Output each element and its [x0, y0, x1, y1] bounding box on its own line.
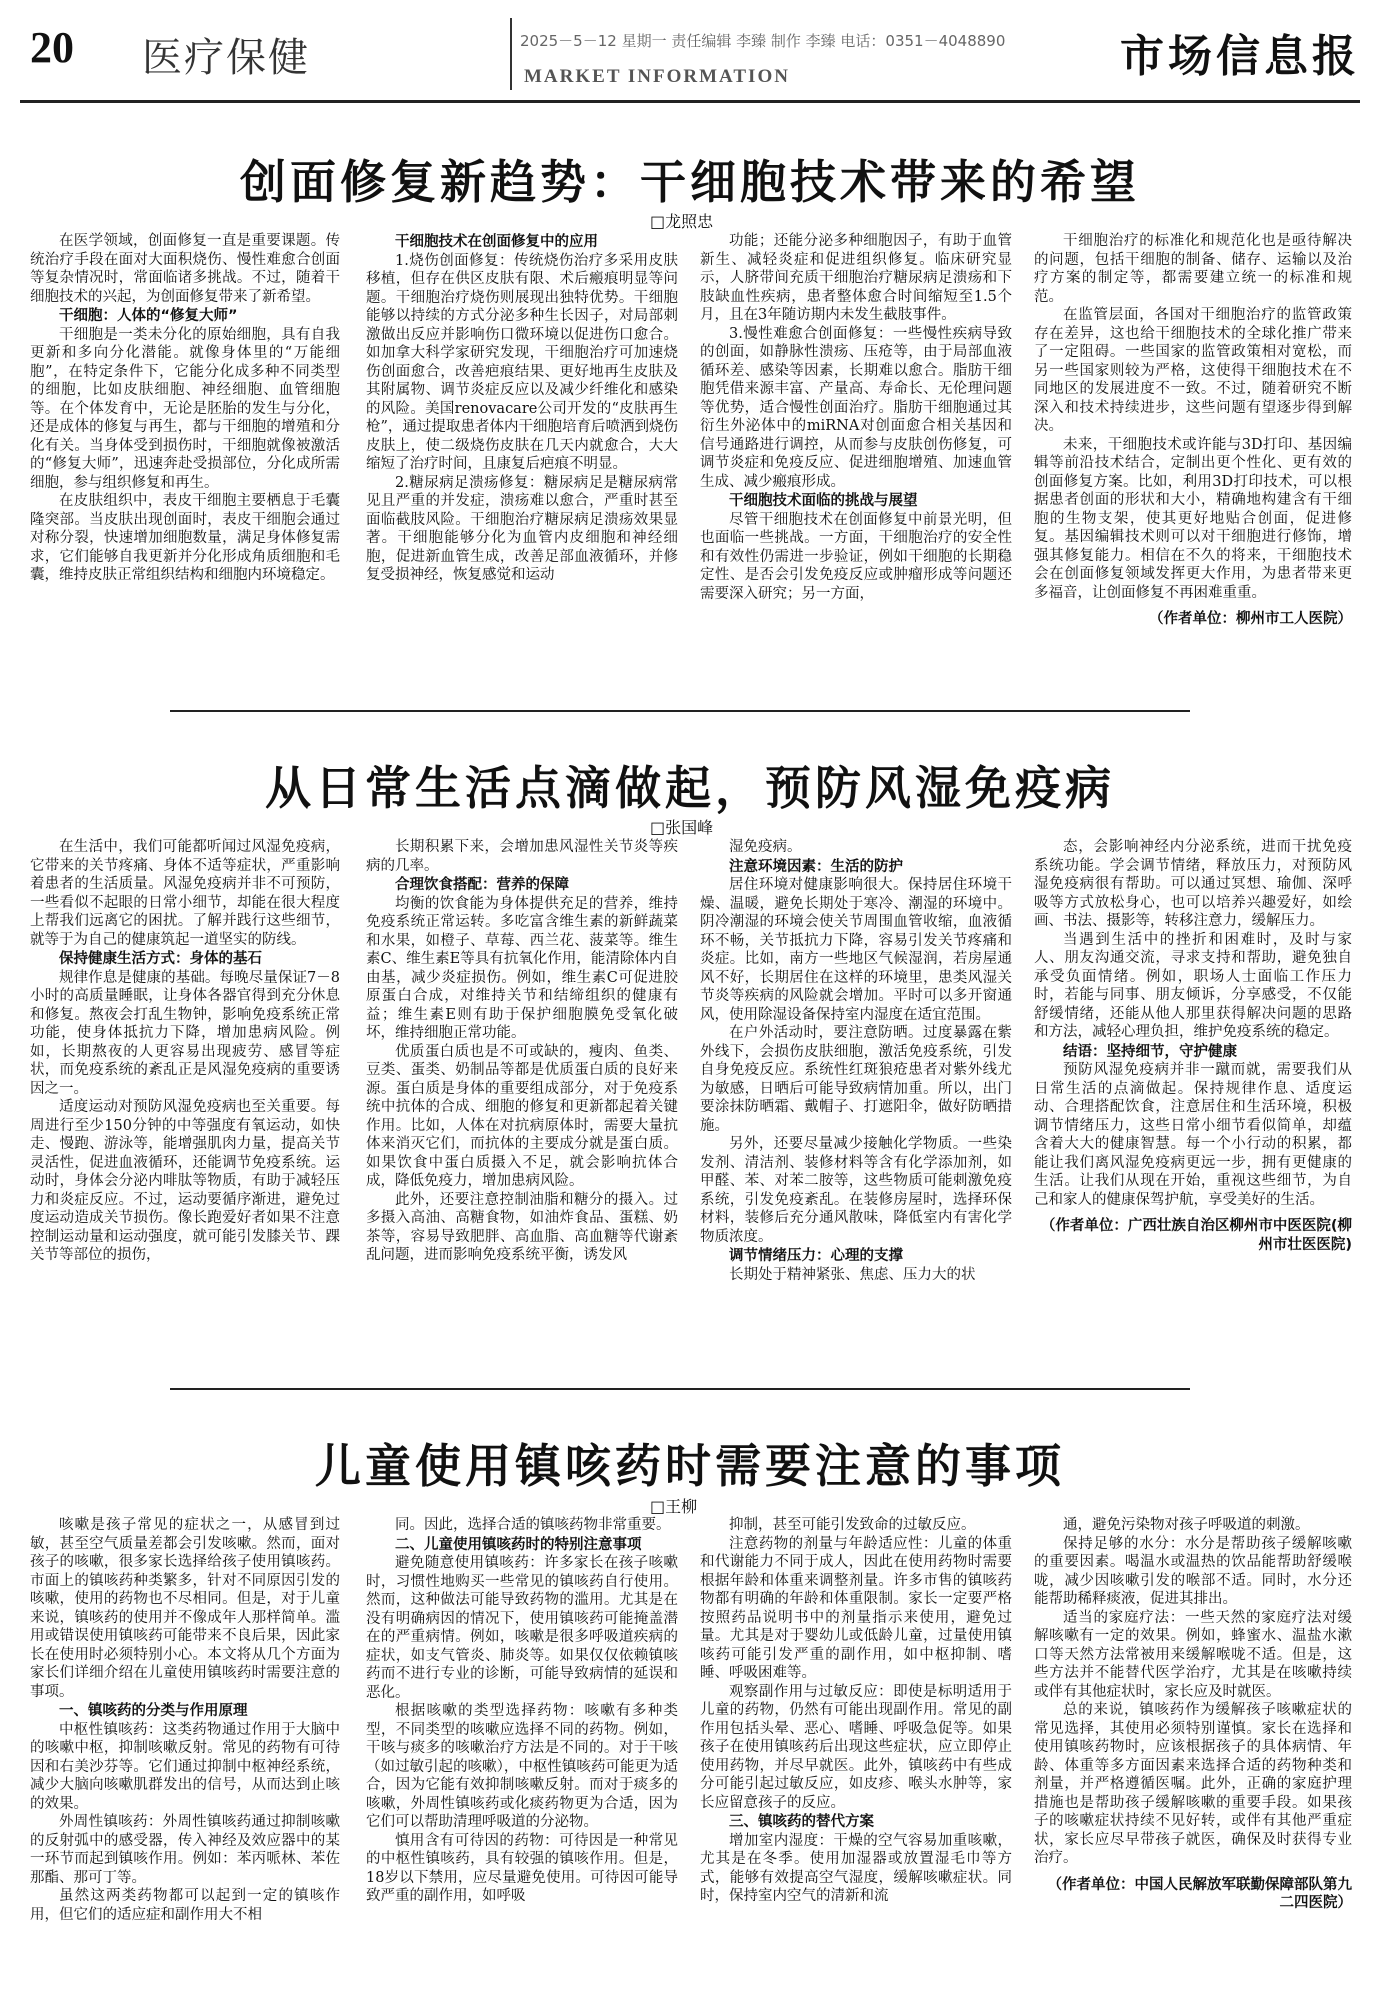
paragraph: 另外，还要尽量减少接触化学物质。一些染发剂、清洁剂、装修材料等含有化学添加剂，如甲醛、苯、对苯二胺等，这些物质可能刺激免疫系统，引发免疫紊乱。在装修房屋时，选择环保材料，装修后充分通风散味，降低室内有害化学物质浓度。: [700, 1136, 1012, 1245]
paragraph: 干细胞是一类未分化的原始细胞，具有自我更新和多向分化潜能。就像身体里的“万能细胞”，在特定条件下，它能分化成多种不同类型的细胞，比如皮肤细胞、神经细胞、血管细胞等。在个体发育中，无论是胚胎的发生与分化，还是成体的修复与再生，都与干细胞的增殖和分化有关。当身体受到损伤时，干细胞就像被激活的“修复大师”，迅速奔赴受损部位，分化成所需细胞，参与组织修复和再生。: [30, 326, 340, 491]
paragraph: 避免随意使用镇咳药：许多家长在孩子咳嗽时，习惯性地购买一些常见的镇咳药自行使用。然而，这种做法可能导致药物的滥用。尤其是在没有明确病因的情况下，使用镇咳药可能掩盖潜在的严重病情。例如，咳嗽是很多呼吸道疾病的症状，如支气管炎、肺炎等。如果仅仅依赖镇咳药而不进行专业的诊断，可能导致病情的延误和恶化。: [366, 1555, 678, 1701]
paragraph: 适度运动对预防风湿免疫病也至关重要。每周进行至少150分钟的中等强度有氧运动，如快走、慢跑、游泳等，能增强肌肉力量，提高关节灵活性，促进血液循环，还能调节免疫系统。运动时，身体会分泌内啡肽等物质，有助于减轻压力和炎症反应。不过，运动要循序渐进，避免过度运动造成关节损伤。像长跑爱好者如果不注意控制运动量和运动强度，就可能引发膝关节、踝关节等部位的损伤，: [30, 1099, 340, 1263]
paragraph: 在生活中，我们可能都听闻过风湿免疫病，它带来的关节疼痛、身体不适等症状，严重影响着患者的生活质量。风湿免疫病并非不可预防，一些看似不起眼的日常小细节，却能在很大程度上帮我们远离它的困扰。了解并践行这些细节，就等于为自己的健康筑起一道坚实的防线。: [30, 839, 340, 948]
paragraph: 同。因此，选择合适的镇咳药物非常重要。: [395, 1517, 671, 1533]
paragraph: 保持足够的水分：水分是帮助孩子缓解咳嗽的重要因素。喝温水或温热的饮品能帮助舒缓喉咙，减少因咳嗽引发的喉部不适。同时，水分还能帮助稀释痰液，促进其排出。: [1034, 1535, 1352, 1607]
subheading: 三、镇咳药的替代方案: [729, 1814, 874, 1830]
article-2-column-1: [30, 838, 340, 1358]
paragraph: 抑制，甚至可能引发致命的过敏反应。: [729, 1517, 976, 1533]
article-2-byline: □张国峰: [650, 818, 714, 837]
paragraph: 态，会影响神经内分泌系统，进而干扰免疫系统功能。学会调节情绪，释放压力，对预防风湿免疫病很有帮助。可以通过冥想、瑜伽、深呼吸等方式放松身心，也可以培养兴趣爱好，如绘画、书法、摄影等，转移注意力，缓解压力。: [1034, 839, 1352, 929]
paragraph: 未来，干细胞技术或许能与3D打印、基因编辑等前沿技术结合，定制出更个性化、更有效的创面修复方案。比如，利用3D打印技术，可以根据患者创面的形状和大小，精确地构建含有干细胞的生物支架，使其更好地贴合创面，促进修复。基因编辑技术则可以对干细胞进行修饰，增强其修复能力。相信在不久的将来，干细胞技术会在创面修复领域发挥更大作用，为患者带来更多福音，让创面修复不再困难重重。: [1034, 436, 1352, 601]
paragraph: 在皮肤组织中，表皮干细胞主要栖息于毛囊隆突部。当皮肤出现创面时，表皮干细胞会通过对称分裂，快速增加细胞数量，满足身体修复需求，它们能够自我更新并分化形成角质细胞和毛囊，维持皮肤正常组织结构和细胞内环境稳定。: [30, 493, 340, 583]
author-note: （作者单位：柳州市工人医院）: [1149, 611, 1352, 627]
paragraph: 外周性镇咳药：外周性镇咳药通过抑制咳嗽的反射弧中的感受器，传入神经及效应器中的某一环节而起到镇咳作用。例如：苯丙哌林、苯佐那酯、那可丁等。: [30, 1814, 340, 1886]
paragraph: 均衡的饮食能为身体提供充足的营养，维持免疫系统正常运转。多吃富含维生素的新鲜蔬菜和水果，如橙子、草莓、西兰花、菠菜等。维生素C、维生素E等具有抗氧化作用，能清除体内自由基，减少炎症损伤。例如，维生素C可促进胶原蛋白合成，对维持关节和结缔组织的健康有益；维生素E则有助于保护细胞膜免受氧化破坏，维持细胞正常功能。: [366, 895, 678, 1041]
article-1-title: 创面修复新趋势：干细胞技术带来的希望: [240, 155, 1140, 209]
paragraph: 通，避免污染物对孩子呼吸道的刺激。: [1063, 1517, 1310, 1533]
article-2-column-2: [366, 838, 678, 1358]
subheading: 调节情绪压力：心理的支撑: [729, 1248, 903, 1264]
subheading: 干细胞技术在创面修复中的应用: [395, 234, 598, 250]
article-2-column-4: [1034, 838, 1352, 1358]
article-3-column-2: [366, 1516, 678, 1990]
author-note: （作者单位：广西壮族自治区柳州市中医医院(柳州市壮医医院): [1040, 1218, 1352, 1253]
divider-2: [170, 1388, 1190, 1390]
subheading: 保持健康生活方式：身体的基石: [59, 951, 262, 967]
paragraph: 居住环境对健康影响很大。保持居住环境干燥、温暖，避免长期处于寒冷、潮湿的环境中。阴冷潮湿的环境会使关节周围血管收缩，血液循环不畅，关节抵抗力下降，容易引发关节疼痛和炎症。比如，南方一些地区气候湿润，若房屋通风不好，长期居住在这样的环境里，患类风湿关节炎等疾病的风险就会增加。平时可以多开窗通风，使用除湿设备保持室内湿度在适宜范围。: [700, 877, 1012, 1023]
paragraph: 长期处于精神紧张、焦虑、压力大的状: [729, 1266, 976, 1283]
masthead: [20, 16, 1360, 98]
subheading: 干细胞：人体的“修复大师”: [59, 308, 238, 324]
masthead-rule: [20, 100, 1360, 103]
paragraph: 虽然这两类药物都可以起到一定的镇咳作用，但它们的适应症和副作用大不相: [30, 1888, 340, 1923]
article-3-title: 儿童使用镇咳药时需要注意的事项: [315, 1439, 1065, 1493]
paragraph: 预防风湿免疫病并非一蹴而就，需要我们从日常生活的点滴做起。保持规律作息、适度运动、合理搭配饮食，注意居住和生活环境，积极调节情绪压力，这些日常小细节看似简单，却蕴含着大大的健康智慧。每一个小行动的积累，都能让我们离风湿免疫病更远一步，拥有更健康的生活。让我们从现在开始，重视这些细节，为自己和家人的健康保驾护航，享受美好的生活。: [1034, 1062, 1352, 1208]
newspaper-logo: 市场信息报: [1120, 31, 1360, 82]
article-3-column-1: [30, 1516, 340, 1990]
masthead-divider: [510, 18, 512, 90]
paragraph: 增加室内湿度：干燥的空气容易加重咳嗽，尤其是在冬季。使用加湿器或放置湿毛巾等方式，能够有效提高空气湿度，缓解咳嗽症状。同时，保持室内空气的清新和流: [700, 1832, 1012, 1904]
article-1-column-3: [700, 232, 1012, 682]
paragraph: 在户外活动时，要注意防晒。过度暴露在紫外线下，会损伤皮肤细胞，激活免疫系统，引发自身免疫反应。系统性红斑狼疮患者对紫外线尤为敏感，日晒后可能导致病情加重。所以，出门要涂抹防晒霜、戴帽子、打遮阳伞，做好防晒措施。: [700, 1025, 1012, 1134]
article-3-column-4: [1034, 1516, 1352, 1990]
paragraph: 适当的家庭疗法：一些天然的家庭疗法对缓解咳嗽有一定的效果。例如，蜂蜜水、温盐水漱口等天然方法常被用来缓解喉咙不适。但是，这些方法并不能替代医学治疗，尤其是在咳嗽持续或伴有其他症状时，家长应及时就医。: [1034, 1609, 1352, 1700]
article-1-byline: □龙照忠: [650, 212, 714, 231]
author-note: （作者单位：中国人民解放军联勤保障部队第九二四医院）: [1047, 1876, 1352, 1911]
divider-1: [170, 710, 1190, 712]
article-1-column-4: [1034, 232, 1352, 682]
paragraph: 长期积累下来，会增加患风湿性关节炎等疾病的几率。: [366, 839, 678, 874]
article-3-column-3: [700, 1516, 1012, 1990]
paragraph: 当遇到生活中的挫折和困难时，及时与家人、朋友沟通交流，寻求支持和帮助，避免独自承受负面情绪。例如，职场人士面临工作压力时，若能与同事、朋友倾诉，分享感受，不仅能舒缓情绪，还能从他人那里获得解决问题的思路和方法，减轻心理负担，维护免疫系统的稳定。: [1034, 931, 1352, 1040]
paragraph: 2.糖尿病足溃疡修复：糖尿病足是糖尿病常见且严重的并发症，溃疡难以愈合，严重时甚至面临截肢风险。干细胞治疗糖尿病足溃疡效果显著。干细胞能够分化为血管内皮细胞和神经细胞，促进新血管生成，改善足部血液循环，并修复受损神经，恢复感觉和运动: [366, 474, 678, 583]
subheading: 结语：坚持细节，守护健康: [1063, 1043, 1237, 1060]
article-3-byline: □王柳: [650, 1497, 698, 1516]
paragraph: 3.慢性难愈合创面修复：一些慢性疾病导致的创面，如静脉性溃疡、压疮等，由于局部血液循环差、感染等因素，长期难以愈合。脂肪干细胞凭借来源丰富、产量高、寿命长、无伦理问题等优势，适合慢性创面治疗。脂肪干细胞通过其衍生外泌体中的miRNA对创面愈合相关基因和信号通路进行调控，从而参与皮肤创伤修复，可调节炎症和免疫反应、促进细胞增殖、加速血管生成、减少瘢痕形成。: [700, 325, 1012, 490]
article-1-column-2: [366, 232, 678, 682]
paragraph: 中枢性镇咳药：这类药物通过作用于大脑中的咳嗽中枢，抑制咳嗽反射。常见的药物有可待因和右美沙芬等。它们通过抑制中枢神经系统，减少大脑向咳嗽肌群发出的信号，从而达到止咳的效果。: [30, 1721, 340, 1812]
issue-meta: 2025－5－12 星期一 责任编辑 李臻 制作 李臻 电话：0351－4048890: [520, 32, 1006, 50]
paper-name-en: MARKET INFORMATION: [524, 66, 790, 87]
subheading: 一、镇咳药的分类与作用原理: [59, 1703, 248, 1719]
paragraph: 此外，还要注意控制油脂和糖分的摄入。过多摄入高油、高糖食物，如油炸食品、蛋糕、奶茶等，容易导致肥胖、高血脂、高血糖等代谢紊乱问题，进而影响免疫系统平衡，诱发风: [366, 1191, 678, 1263]
paragraph: 湿免疫病。: [729, 839, 802, 855]
paragraph: 干细胞治疗的标准化和规范化也是亟待解决的问题，包括干细胞的制备、储存、运输以及治疗方案的制定等，都需要建立统一的标准和规范。: [1034, 233, 1352, 305]
article-2-column-3: [700, 838, 1012, 1358]
paragraph: 功能；还能分泌多种细胞因子，有助于血管新生、减轻炎症和促进组织修复。临床研究显示，人脐带间充质干细胞治疗糖尿病足溃疡和下肢缺血性疾病，患者整体愈合时间缩短至1.5个月，且在3年随访期内未发生截肢事件。: [700, 233, 1012, 323]
paragraph: 1.烧伤创面修复：传统烧伤治疗多采用皮肤移植，但存在供区皮肤有限、术后瘢痕明显等问题。干细胞治疗烧伤则展现出独特优势。干细胞能够以持续的方式分泌多种生长因子，对局部刺激做出反应并影响伤口微环境以促进伤口愈合。如加拿大科学家研究发现，干细胞治疗可加速烧伤创面愈合，改善疤痕结果、更好地再生皮肤及其附属物、调节炎症反应以及减少纤维化和感染的风险。美国renovacare公司开发的“皮肤再生枪”，通过提取患者体内干细胞培育后喷洒到烧伤皮肤上，使二级烧伤皮肤在几天内就愈合，大大缩短了治疗时间，且康复后疤痕不明显。: [366, 252, 678, 472]
subheading: 合理饮食搭配：营养的保障: [395, 877, 569, 893]
page-number: 20: [30, 23, 74, 72]
paragraph: 观察副作用与过敏反应：即使是标明适用于儿童的药物，仍然有可能出现副作用。常见的副作用包括头晕、恶心、嗜睡、呼吸急促等。如果孩子在使用镇咳药后出现这些症状，应立即停止使用药物，并尽早就医。此外，镇咳药中有些成分可能引起过敏反应，如皮疹、喉头水肿等，家长应留意孩子的反应。: [700, 1683, 1012, 1811]
subheading: 注意环境因素：生活的防护: [729, 858, 903, 875]
paragraph: 尽管干细胞技术在创面修复中前景光明，但也面临一些挑战。一方面，干细胞治疗的安全性和有效性仍需进一步验证，例如干细胞的长期稳定性、是否会引发免疫反应或肿瘤形成等问题还需要深入研究；另一方面，: [700, 511, 1012, 602]
article-2-title: 从日常生活点滴做起，预防风湿免疫病: [265, 761, 1115, 815]
subheading: 干细胞技术面临的挑战与展望: [729, 493, 918, 509]
paragraph: 注意药物的剂量与年龄适应性：儿童的体重和代谢能力不同于成人，因此在使用药物时需要根据年龄和体重来调整剂量。许多市售的镇咳药物都有明确的年龄和体重限制。家长一定要严格按照药品说明书中的剂量指示来使用，避免过量。尤其是对于婴幼儿或低龄儿童，过量使用镇咳药可能引发严重的副作用，如中枢抑制、嗜睡、呼吸困难等。: [700, 1535, 1012, 1681]
section-title: 医疗保健: [142, 35, 310, 81]
paragraph: 规律作息是健康的基础。每晚尽量保证7－8小时的高质量睡眠，让身体各器官得到充分休息和修复。熬夜会打乱生物钟，影响免疫系统正常功能，使身体抵抗力下降，增加患病风险。例如，长期熬夜的人更容易出现疲劳、感冒等症状，而免疫系统的紊乱正是风湿免疫病的重要诱因之一。: [30, 969, 340, 1097]
paragraph: 优质蛋白质也是不可或缺的，瘦肉、鱼类、豆类、蛋类、奶制品等都是优质蛋白质的良好来源。蛋白质是身体的重要组成部分，对于免疫系统中抗体的合成、细胞的修复和更新都起着关键作用。比如，人体在对抗病原体时，需要大量抗体来消灭它们，而抗体的主要成分就是蛋白质。如果饮食中蛋白质摄入不足，就会影响抗体合成，降低免疫力，增加患病风险。: [366, 1043, 678, 1189]
paragraph: 咳嗽是孩子常见的症状之一，从感冒到过敏，甚至空气质量差都会引发咳嗽。然而，面对孩子的咳嗽，很多家长选择给孩子使用镇咳药。市面上的镇咳药种类繁多，针对不同原因引发的咳嗽，使用的药物也不尽相同。但是，对于儿童来说，镇咳药的使用并不像成年人那样简单。滥用或错误使用镇咳药可能带来不良后果，因此家长在使用时必须特别小心。本文将从几个方面为家长们详细介绍在儿童使用镇咳药时需要注意的事项。: [30, 1517, 340, 1700]
subheading: 二、儿童使用镇咳药时的特别注意事项: [395, 1536, 642, 1553]
paragraph: 根据咳嗽的类型选择药物：咳嗽有多种类型，不同类型的咳嗽应选择不同的药物。例如，干咳与痰多的咳嗽治疗方法是不同的。对于干咳（如过敏引起的咳嗽），中枢性镇咳药可能更为适合，因为它能有效抑制咳嗽反射。而对于痰多的咳嗽，外周性镇咳药或化痰药物更为合适，因为它们可以帮助清理呼吸道的分泌物。: [366, 1703, 678, 1830]
paragraph: 在监管层面，各国对干细胞治疗的监管政策存在差异，这也给干细胞技术的全球化推广带来了一定阻碍。一些国家的监管政策相对宽松，而另一些国家则较为严格，这使得干细胞技术在不同地区的发展进度不一致。不过，随着研究不断深入和技术持续进步，这些问题有望逐步得到解决。: [1034, 307, 1352, 434]
paragraph: 慎用含有可待因的药物：可待因是一种常见的中枢性镇咳药，具有较强的镇咳作用。但是，18岁以下禁用，应尽量避免使用。可待因可能导致严重的副作用，如呼吸: [366, 1832, 678, 1904]
paragraph: 总的来说，镇咳药作为缓解孩子咳嗽症状的常见选择，其使用必须特别谨慎。家长在选择和使用镇咳药物时，应该根据孩子的具体病情、年龄、体重等多方面因素来选择合适的药物种类和剂量，并严格遵循医嘱。此外，正确的家庭护理措施也是帮助孩子缓解咳嗽的重要手段。如果孩子的咳嗽症状持续不见好转，或伴有其他严重症状，家长应尽早带孩子就医，确保及时获得专业治疗。: [1034, 1702, 1352, 1866]
paragraph: 在医学领域，创面修复一直是重要课题。传统治疗手段在面对大面积烧伤、慢性难愈合创面等复杂情况时，常面临诸多挑战。不过，随着干细胞技术的兴起，为创面修复带来了新希望。: [30, 233, 340, 305]
article-1-column-1: [30, 232, 340, 682]
